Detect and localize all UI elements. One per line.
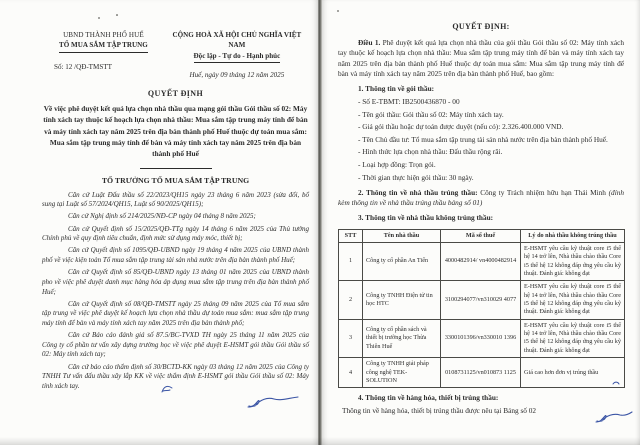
ink-flourish-mark — [160, 384, 174, 394]
col-header-stt: STT — [339, 229, 363, 242]
info-item-etbmt: - Số E-TBMT: IB2500436870 - 00 — [358, 97, 460, 107]
authority-heading: TỔ TRƯỞNG TỔ MUA SẮM TẬP TRUNG — [101, 175, 250, 185]
col-header-reason: Lý do nhà thầu không trúng thầu — [521, 229, 625, 242]
signature-initials-right — [594, 410, 634, 426]
document-header — [42, 30, 309, 80]
cell-stt: 4 — [339, 358, 363, 388]
dateline: Huế, ngày 09 tháng 12 năm 2025 — [189, 70, 285, 79]
article-1-text: Phê duyệt kết quả lựa chọn nhà thầu của gói thầu Gói thầu số 02: Máy tính xách tay thuộc kế hoạch lựa chọn nhà thầu: Mua sắm tập trung máy tính để bàn và máy tính xách tay năm 2025 trên địa bàn thành phố Huế thuộc dự toán mua sắm: Mua sắm tập trung máy tính để bàn và máy tính xách tay năm 2025 trên địa bàn thành phố Huế, bao gồm: — [338, 38, 624, 79]
info-item-package-name: - Tên gói thầu: Gói thầu số 02: Máy tính xách tay. — [358, 109, 504, 119]
info-item-contract-type: - Loại hợp đồng: Trọn gói. — [358, 159, 436, 169]
cell-stt: 1 — [339, 242, 363, 280]
doc-title: Về việc phê duyệt kết quả lựa chọn nhà thầu qua mạng gói thầu Gói thầu số 02: Máy tính xách tay thuộc kế hoạch lựa chọn nhà thầu: Mua sắm tập trung máy tính để bàn và máy tính xách tay năm 2025 trên địa bàn thành phố Huế thuộc dự toán mua sắm: Mua sắm tập trung máy tính để bàn và máy tính xách tay năm 2025 trên địa bàn thành phố Huế — [43, 104, 308, 159]
decision-heading: QUYẾT ĐỊNH: — [452, 22, 510, 31]
recital-paragraph: Căn cứ Quyết định số 15/2025/QĐ-TTg ngày 14 tháng 6 năm 2025 của Thủ tướng Chính phủ về quy định tiêu chuẩn, định mức sử dụng máy móc, thiết bị; — [42, 224, 309, 243]
info-item-price: - Giá gói thầu hoặc dự toán được duyệt (nếu có): 2.326.400.000 VND. — [358, 122, 564, 132]
col-header-tax: Mã số thuế — [441, 229, 521, 242]
title-divider — [140, 168, 212, 169]
cell-stt: 2 — [339, 281, 363, 319]
national-header-block — [165, 30, 309, 80]
recital-paragraph: Căn cứ Quyết định số 1095/QĐ-UBND ngày 19 tháng 4 năm 2025 của UBND thành phố về việc kiện toàn Tổ mua sắm tập trung tài sản nhà nước trên địa bàn thành phố Huế; — [42, 246, 309, 265]
national-motto: Độc lập - Tự do - Hạnh phúc — [194, 51, 281, 63]
section-2-label: 2. Thông tin về nhà thầu trúng thầu: — [358, 187, 478, 197]
cell-tax-id: 4000482914/ vn4000482914 — [441, 242, 521, 280]
org-parent-name: UBND THÀNH PHỐ HUẾ — [63, 31, 144, 39]
table-row — [339, 319, 625, 357]
doc-number: Số: 12 /QĐ-TMSTT — [54, 62, 112, 71]
article-1 — [338, 38, 624, 79]
table-row — [339, 242, 625, 280]
scan-speck — [337, 10, 339, 12]
section-1-heading: 1. Thông tin về gói thầu: — [358, 84, 435, 94]
section-4-heading: 4. Thông tin về hàng hóa, thiết bị trúng thầu: — [358, 393, 499, 403]
article-1-label: Điều 1. — [358, 38, 381, 47]
national-title: CỘNG HOÀ XÃ HỘI CHỦ NGHĨA VIỆT NAM — [172, 31, 302, 50]
recital-paragraph: Căn cứ Luật Đấu thầu số 22/2023/QH15 ngày 23 tháng 6 năm 2023 (sửa đổi, bổ sung tại Luật số 57/2024/QH15, Luật số 90/2025/QH15); — [42, 190, 309, 209]
section-3-heading: 3. Thông tin về nhà thầu không trúng thầu: — [358, 213, 494, 223]
winning-bidder-name: Công ty Trách nhiệm hữu hạn Thái Minh — [477, 187, 609, 197]
losing-bidders-table — [338, 229, 625, 389]
scan-speck — [98, 17, 100, 19]
signature-initials-left — [245, 393, 301, 411]
org-name: TỔ MUA SẮM TẬP TRUNG — [59, 40, 148, 52]
cell-reason: E-HSMT yêu cầu kỹ thuật core i5 thế hệ 14 trở lên, Nhà thầu chào thầu Core i5 thế hệ 12 không đáp ứng yêu cầu kỹ thuật. Đánh giá: không đạt — [521, 242, 625, 280]
recital-paragraph: Căn cứ Quyết định số 85/QĐ-UBND ngày 13 tháng 01 năm 2025 của UBND thành pho về việc phê duyệt danh mục hàng hóa áp dụng mua sắm tập trung trên địa bàn thành phố Huế; — [42, 268, 309, 296]
cell-bidder-name: Công ty TNHH giải pháp công nghệ TEK-SOLUTION — [363, 358, 441, 388]
cell-reason: E-HSMT yêu cầu kỹ thuật core i5 thế hệ 14 trở lên, Nhà thầu chào thầu Core i5 thế hệ 12 không đáp ứng yêu cầu kỹ thuật. Đánh giá: không đạt — [521, 319, 625, 357]
recitals — [42, 191, 309, 392]
cell-bidder-name: Công ty TNHH Điện tử tin học HTC — [363, 281, 441, 319]
info-item-investor: - Tên Chủ đầu tư: Tổ mua sắm tập trung tài sản nhà nước trên địa bàn thành phố Huế. — [358, 134, 608, 144]
recital-paragraph: Căn cứ Nghị định số 214/2025/NĐ-CP ngày 04 tháng 8 năm 2025; — [68, 212, 256, 221]
col-header-name: Tên nhà thầu — [363, 229, 441, 242]
scan-speck — [116, 14, 118, 16]
cell-tax-id: 3100294077/vn310029 4077 — [441, 281, 521, 319]
cell-bidder-name: Công ty cổ phần sách và thiết bị trường học Thừa Thiên Huế — [363, 319, 441, 357]
section-2 — [338, 188, 624, 209]
table-row — [339, 281, 625, 319]
page-left — [0, 0, 319, 445]
recital-paragraph: Căn cứ báo cáo thẩm định số 30/BCTD-KK ngày 03 tháng 12 năm 2025 của Công ty TNHH Tư vấn đấu thầu xây lắp KK về việc thẩm định E-HSMT gói thầu Gói thầu số 02: Máy tính xách tay. — [42, 362, 309, 390]
ink-dot-mark — [612, 380, 620, 386]
info-item-selection-form: - Hình thức lựa chọn nhà thầu: Đấu thầu rộng rãi. — [358, 147, 503, 157]
recital-paragraph: Căn cứ Báo cáo đánh giá số 87.5/BC-TVXD TH ngày 25 tháng 11 năm 2025 của Công ty cổ phần tư vấn xây dựng trường học về việc phê duyệt E-HSMT gói thầu Gói thầu số 02: Máy tính xách tay; — [42, 331, 309, 359]
section-4-text: Thông tin về hàng hóa, thiết bị trúng thầu được nêu tại Bảng số 02 — [342, 406, 537, 416]
cell-reason: E-HSMT yêu cầu kỹ thuật core i5 thế hệ 14 trở lên, Nhà thầu chào thầu Core i5 thế hệ 12 không đáp ứng yêu cầu kỹ thuật. Đánh giá: không đạt — [521, 281, 625, 319]
cell-reason: Giá cao hơn đơn vị trúng thầu — [521, 358, 625, 388]
cell-tax-id: 3300101396/vn330010 1396 — [441, 319, 521, 357]
cell-stt: 3 — [339, 319, 363, 357]
section-2-note: (đính kèm thông tin về nhà thầu trúng thầu bảng số 01) — [338, 187, 625, 207]
page-right — [322, 0, 640, 445]
table-row — [339, 358, 625, 388]
cell-bidder-name: Công ty cổ phần An Tiến — [363, 242, 441, 280]
info-item-duration: - Thời gian thực hiện gói thầu: 30 ngày. — [358, 172, 474, 182]
table-header-row — [339, 229, 625, 242]
recital-paragraph: Căn cứ Quyết định số 08/QĐ-TMSTT ngày 25 tháng 09 năm 2025 của Tổ mua sắm tập trung về việc phê duyệt kế hoạch lựa chọn nhà thầu dự toán mua sắm: mua sắm tập trung máy tính để bàn và máy tính xách tay năm 2025 trên địa bàn thành phố; — [42, 299, 309, 327]
cell-tax-id: 0108731125/vn010873 1125 — [441, 358, 521, 388]
doc-type-heading: QUYẾT ĐỊNH — [147, 89, 204, 99]
issuing-org-block — [42, 30, 165, 80]
